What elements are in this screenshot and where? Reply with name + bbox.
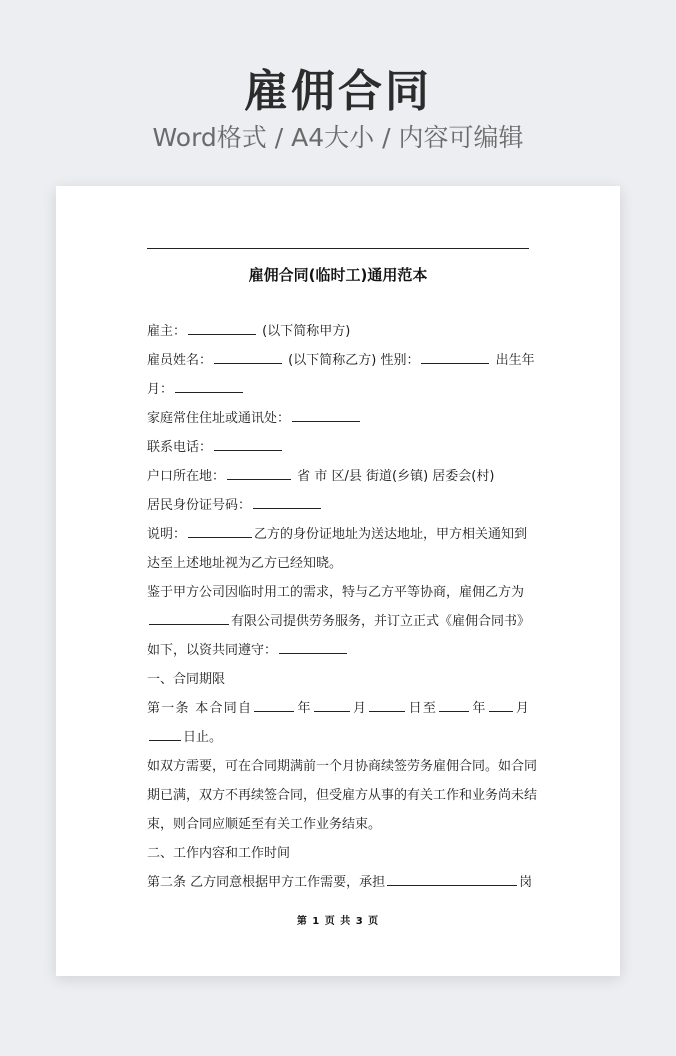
employer-line — [147, 317, 529, 346]
hukou-street: 街道(乡镇) — [366, 469, 429, 484]
document-page — [56, 186, 620, 976]
note-label: 说明： — [147, 527, 187, 542]
intro-line-2 — [147, 607, 529, 636]
phone-blank[interactable] — [214, 438, 282, 451]
poster-title: 雇佣合同 — [244, 66, 432, 117]
id-line — [147, 491, 529, 520]
intro-blank[interactable] — [279, 641, 347, 654]
id-blank[interactable] — [253, 496, 321, 509]
employer-note: (以下简称甲方) — [262, 324, 351, 339]
intro-text: 鉴于甲方公司因临时用工的需求，特与乙方平等协商，雇佣乙方为 — [147, 585, 525, 600]
document-title: 雇佣合同(临时工)通用范本 — [248, 266, 428, 284]
birth-label: 出生年 — [495, 353, 535, 368]
renew-text-1: 如双方需要，可在合同期满前一个月协商续签劳务雇佣合同。如合同 — [147, 759, 538, 774]
intro-line — [147, 578, 529, 607]
phone-label: 联系电话： — [147, 440, 213, 455]
section-2-title: 二、工作内容和工作时间 — [147, 846, 291, 861]
section-2-heading — [147, 839, 529, 868]
gender-label: 性别： — [380, 353, 420, 368]
start-year-blank[interactable] — [254, 699, 294, 712]
address-line — [147, 404, 529, 433]
note-blank[interactable] — [188, 525, 252, 538]
start-month-char: 月 — [351, 701, 368, 716]
start-month-blank[interactable] — [314, 699, 350, 712]
position-blank[interactable] — [387, 873, 517, 886]
hukou-label: 户口所在地： — [147, 469, 226, 484]
poster-subtitle: Word格式 / A4大小 / 内容可编辑 — [152, 123, 524, 152]
hukou-committee: 居委会(村) — [432, 469, 495, 484]
renew-text-3: 束，则合同应顺延至有关工作业务结束。 — [147, 817, 382, 832]
gender-blank[interactable] — [421, 351, 489, 364]
phone-line — [147, 433, 529, 462]
employee-name-line — [147, 346, 535, 375]
header-rule — [147, 248, 529, 249]
address-blank[interactable] — [292, 409, 360, 422]
note-text-cont: 达至上述地址视为乙方已经知晓。 — [147, 556, 343, 571]
employer-label: 雇主： — [147, 324, 187, 339]
hukou-district: 区/县 — [331, 469, 362, 484]
end-day-blank[interactable] — [149, 728, 181, 741]
hukou-province: 省 — [297, 469, 311, 484]
section-1-heading — [147, 665, 529, 694]
day-to: 日至 — [407, 701, 438, 716]
clause-1-prefix: 第一条 — [147, 701, 190, 716]
intro-text-cont: 有限公司提供劳务服务，并订立正式《雇佣合同书》 — [231, 614, 531, 629]
id-label: 居民身份证号码： — [147, 498, 252, 513]
renew-line-2 — [147, 781, 538, 810]
hukou-city: 市 — [314, 469, 328, 484]
page-indicator: 第 1 页 共 3 页 — [296, 916, 380, 927]
employee-note: (以下简称乙方) — [288, 353, 377, 368]
start-year-char: 年 — [296, 701, 312, 716]
birth-line — [147, 375, 529, 404]
clause-2-text: 第二条 乙方同意根据甲方工作需要，承担 — [147, 875, 386, 890]
company-blank[interactable] — [149, 612, 229, 625]
day-end: 日止。 — [183, 730, 223, 745]
clause-1-end-line — [147, 723, 529, 752]
hukou-line — [147, 462, 529, 491]
renew-line-3 — [147, 810, 529, 839]
address-label: 家庭常住住址或通讯处： — [147, 411, 291, 426]
employee-name-label: 雇员姓名： — [147, 353, 213, 368]
end-month-char: 月 — [514, 701, 529, 716]
end-year-char: 年 — [471, 701, 487, 716]
employee-name-blank[interactable] — [214, 351, 282, 364]
clause-1-line — [147, 694, 529, 723]
renew-line-1 — [147, 752, 538, 781]
hukou-blank[interactable] — [227, 467, 291, 480]
birth-blank[interactable] — [175, 380, 243, 393]
end-year-blank[interactable] — [439, 699, 469, 712]
intro-line-3 — [147, 636, 529, 665]
note-line-2 — [147, 549, 529, 578]
start-day-blank[interactable] — [369, 699, 405, 712]
clause-2-line — [147, 868, 533, 897]
section-1-title: 一、合同期限 — [147, 672, 226, 687]
birth-label-cont: 月： — [147, 382, 174, 397]
intro-text-end: 如下，以资共同遵守： — [147, 643, 278, 658]
note-text: 乙方的身份证地址为送达地址，甲方相关通知到 — [254, 527, 528, 542]
renew-text-2: 期已满，双方不再续签合同，但受雇方从事的有关工作和业务尚未结 — [147, 788, 538, 803]
end-month-blank[interactable] — [489, 699, 513, 712]
clause-1-text: 本合同自 — [195, 701, 253, 716]
note-line — [147, 520, 529, 549]
clause-2-end: 岗 — [519, 875, 533, 890]
employer-blank[interactable] — [188, 322, 256, 335]
